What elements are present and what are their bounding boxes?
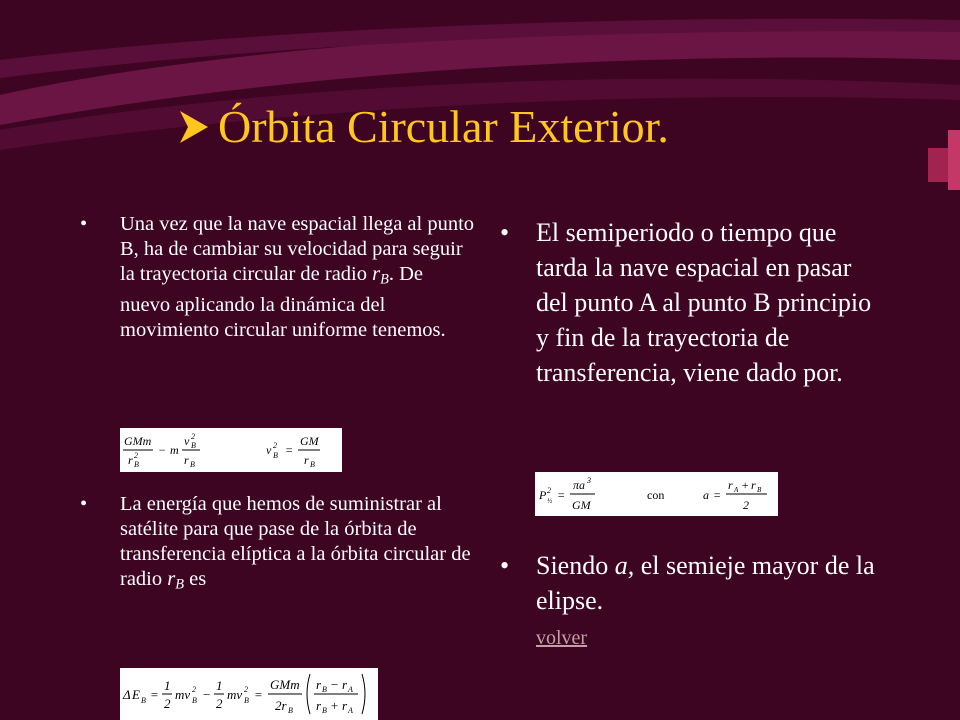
arrow-bullet-icon [178, 107, 214, 147]
svg-text:B: B [134, 460, 139, 469]
svg-text:2: 2 [743, 498, 749, 512]
left-bullet-2 [80, 492, 475, 598]
svg-text:r: r [128, 453, 133, 467]
svg-text:v: v [266, 443, 272, 457]
subscript-b: B [380, 271, 389, 288]
var-r: r [167, 568, 176, 590]
bullet-text-end: . De nuevo aplicando la dinámica del movimiento circular uniforme tenemos. [120, 263, 446, 341]
right-bullet-1 [500, 215, 875, 390]
svg-text:r: r [184, 453, 189, 467]
slide-title [178, 100, 669, 153]
bullet-dot: • [80, 493, 88, 515]
svg-text:mv: mv [175, 687, 191, 702]
svg-text:2: 2 [273, 441, 277, 450]
bullet-text: La energía que hemos de suministrar al satélite para que pase de la órbita de transferencia elíptica a la órbita circular de radio [120, 493, 471, 590]
svg-text:GM: GM [572, 498, 591, 512]
var-r: r [372, 263, 381, 285]
svg-text:E: E [132, 687, 140, 702]
svg-text:r: r [316, 677, 322, 692]
title-text: Órbita Circular Exterior. [218, 101, 669, 152]
svg-text:v: v [184, 434, 190, 448]
svg-text:−: − [330, 677, 339, 692]
svg-text:B: B [190, 460, 195, 469]
svg-text:3: 3 [587, 476, 591, 485]
svg-text:πa: πa [573, 478, 586, 492]
word-con: con [647, 488, 665, 502]
svg-text:B: B [191, 441, 196, 450]
svg-text:B: B [141, 696, 146, 705]
svg-text:=: = [713, 488, 722, 502]
svg-text:½: ½ [547, 497, 553, 505]
svg-text:A: A [348, 706, 353, 715]
svg-text:2: 2 [244, 685, 248, 694]
svg-text:2: 2 [216, 696, 223, 711]
right-bullet-2 [500, 548, 875, 656]
back-link[interactable]: volver [536, 627, 588, 649]
svg-text:B: B [322, 685, 327, 694]
svg-text:=: = [285, 443, 294, 457]
svg-text:B: B [192, 696, 197, 705]
svg-text:GM: GM [300, 434, 319, 448]
equation-semiperiod [535, 472, 778, 516]
subscript-b: B [175, 576, 184, 593]
svg-text:2: 2 [191, 432, 195, 441]
bullet-dot: • [500, 551, 510, 580]
svg-text:A: A [348, 685, 353, 694]
svg-text:2: 2 [547, 486, 551, 495]
bullet-dot: • [80, 213, 88, 235]
svg-text:1: 1 [164, 678, 171, 693]
svg-text:m: m [170, 443, 179, 457]
svg-text:B: B [244, 696, 249, 705]
svg-text:=: = [254, 687, 263, 702]
svg-text:=: = [150, 687, 159, 702]
svg-text:r: r [342, 677, 348, 692]
bullet-text: Una vez que la nave espacial llega al punto B, ha de cambiar su velocidad para seguir la trayectoria circular de radio [120, 213, 475, 285]
svg-text:2r: 2r [275, 698, 287, 713]
svg-text:r: r [316, 698, 322, 713]
svg-text:B: B [288, 706, 293, 715]
svg-text:a: a [703, 488, 709, 502]
svg-text:mv: mv [227, 687, 243, 702]
svg-text:B: B [757, 486, 762, 494]
svg-text:r: r [728, 478, 733, 492]
bullet-text: Siendo [536, 551, 615, 580]
svg-text:1: 1 [216, 678, 223, 693]
svg-text:r: r [304, 453, 309, 467]
svg-text:B: B [310, 460, 315, 469]
svg-text:−: − [202, 687, 211, 702]
svg-text:2: 2 [134, 451, 138, 460]
svg-text:GMm: GMm [270, 677, 300, 692]
svg-text:P: P [539, 488, 547, 502]
svg-text:=: = [557, 488, 566, 502]
bullet-text: El semiperiodo o tiempo que tarda la nave espacial en pasar del punto A al punto B principio y fin de la trayectoria de transferencia, viene dado por. [536, 218, 872, 387]
bullet-dot: • [500, 218, 510, 247]
bullet-text-end: es [184, 568, 207, 590]
left-bullet-1 [80, 212, 475, 343]
svg-text:+: + [741, 478, 750, 492]
svg-text:−: − [158, 443, 167, 457]
svg-text:r: r [751, 478, 756, 492]
svg-text:2: 2 [192, 685, 196, 694]
svg-text:B: B [322, 706, 327, 715]
var-a: a, [614, 551, 635, 580]
equation-energy [120, 668, 378, 720]
svg-text:r: r [342, 698, 348, 713]
svg-text:B: B [273, 451, 278, 460]
equation-circular-velocity [120, 428, 342, 472]
svg-text:GMm: GMm [124, 434, 152, 448]
svg-text:Δ: Δ [123, 687, 131, 702]
svg-text:2: 2 [164, 696, 171, 711]
bullet-text-end: el semieje mayor de la elipse. [536, 551, 875, 615]
svg-text:A: A [734, 486, 739, 494]
svg-text:+: + [330, 698, 339, 713]
